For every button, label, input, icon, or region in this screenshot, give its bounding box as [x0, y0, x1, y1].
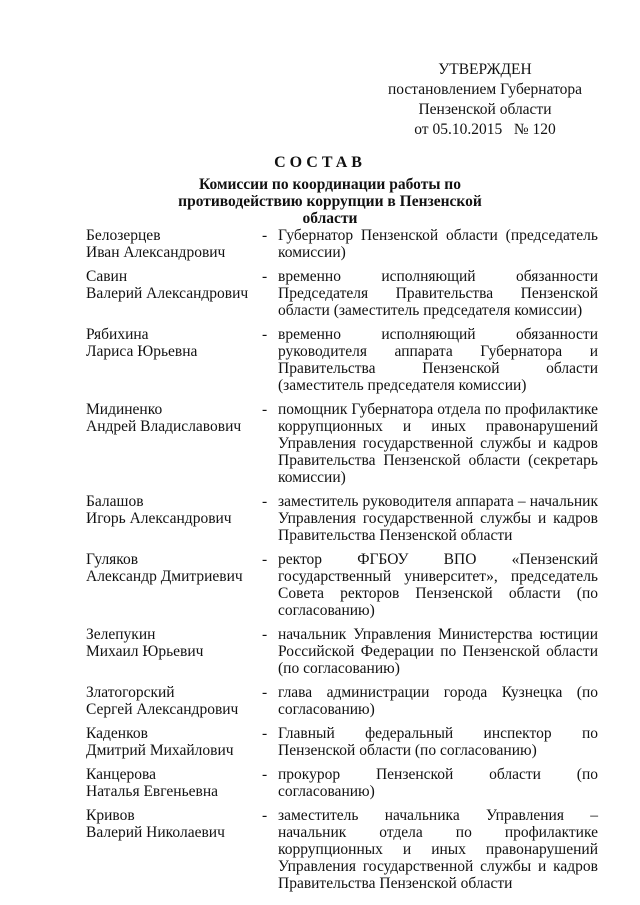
member-name	[86, 268, 262, 319]
member-role: ректор ФГБОУ ВПО «Пензенский государственный университет», председатель Совета ректоров Пензенской области (по согласованию)	[278, 551, 598, 619]
document-title: СОСТАВ	[274, 154, 366, 171]
member-surname: Златогорский	[86, 684, 175, 701]
member-dash: -	[262, 807, 268, 824]
approval-date-number: от 05.10.2015 № 120	[414, 121, 556, 138]
members-list	[86, 227, 598, 892]
member-name	[86, 227, 262, 261]
member-given-names: Лариса Юрьевна	[86, 343, 198, 360]
member-surname: Рябихина	[86, 326, 149, 343]
member-name	[86, 684, 262, 718]
member-role: временно исполняющий обязанности руководителя аппарата Губернатора и Правительства Пензенской области (заместитель председателя комиссии)	[278, 326, 598, 394]
member-surname: Савин	[86, 268, 128, 285]
member-given-names: Игорь Александрович	[86, 510, 232, 527]
member-surname: Гуляков	[86, 551, 139, 568]
member-dash: -	[262, 626, 268, 643]
member-role: заместитель начальника Управления – начальник отдела по профилактике коррупционных и иных правонарушений Управления государственной службы и кадров Правительства Пензенской области	[278, 807, 598, 892]
member-role: временно исполняющий обязанности Председателя Правительства Пензенской области (заместитель председателя комиссии)	[278, 268, 598, 319]
member-name	[86, 326, 262, 394]
member-dash: -	[262, 725, 268, 742]
member-dash: -	[262, 551, 268, 568]
member-dash: -	[262, 227, 268, 244]
member-row	[86, 268, 598, 319]
member-name	[86, 807, 262, 892]
member-surname: Белозерцев	[86, 227, 161, 244]
member-row	[86, 401, 598, 486]
member-name	[86, 766, 262, 800]
member-given-names: Иван Александрович	[86, 244, 226, 261]
member-row	[86, 626, 598, 677]
member-row	[86, 766, 598, 800]
member-surname: Мидиненко	[86, 401, 163, 418]
member-given-names: Валерий Николаевич	[86, 824, 225, 841]
approval-block	[380, 60, 590, 140]
member-row	[86, 725, 598, 759]
member-dash: -	[262, 268, 268, 285]
member-name	[86, 401, 262, 486]
approval-title: УТВЕРЖДЕН	[438, 61, 532, 78]
member-surname: Канцерова	[86, 766, 156, 783]
member-row	[86, 551, 598, 619]
member-row	[86, 493, 598, 544]
member-dash: -	[262, 326, 268, 343]
member-role: прокурор Пензенской области (по согласованию)	[278, 766, 598, 800]
approval-region: Пензенской области	[418, 101, 552, 118]
member-row	[86, 684, 598, 718]
member-surname: Кривов	[86, 807, 135, 824]
member-given-names: Михаил Юрьевич	[86, 643, 204, 660]
member-dash: -	[262, 766, 268, 783]
member-role: помощник Губернатора отдела по профилактике коррупционных и иных правонарушений Управления государственной службы и кадров Правительства Пензенской области (секретарь комиссии)	[278, 401, 598, 486]
member-role: Губернатор Пензенской области (председатель комиссии)	[278, 227, 598, 261]
member-row	[86, 326, 598, 394]
member-dash: -	[262, 493, 268, 510]
member-surname: Зелепукин	[86, 626, 156, 643]
approval-act: постановлением Губернатора	[387, 81, 583, 98]
member-name	[86, 626, 262, 677]
member-name	[86, 551, 262, 619]
member-name	[86, 725, 262, 759]
member-dash: -	[262, 401, 268, 418]
member-given-names: Андрей Владиславович	[86, 418, 242, 435]
member-role: заместитель руководителя аппарата – начальник Управления государственной службы и кадров Правительства Пензенской области	[278, 493, 598, 544]
member-given-names: Сергей Александрович	[86, 701, 239, 718]
member-row	[86, 807, 598, 892]
member-dash: -	[262, 684, 268, 701]
member-given-names: Дмитрий Михайлович	[86, 742, 234, 759]
member-name	[86, 493, 262, 544]
member-surname: Каденков	[86, 725, 148, 742]
member-role: начальник Управления Министерства юстиции Российской Федерации по Пензенской области (по согласованию)	[278, 626, 598, 677]
member-given-names: Александр Дмитриевич	[86, 568, 243, 585]
member-given-names: Валерий Александрович	[86, 285, 249, 302]
member-surname: Балашов	[86, 493, 144, 510]
member-role: глава администрации города Кузнецка (по согласованию)	[278, 684, 598, 718]
member-given-names: Наталья Евгеньевна	[86, 783, 219, 800]
document-subtitle: Комиссии по координации работы по противодействию коррупции в Пензенской области	[178, 176, 482, 227]
member-role: Главный федеральный инспектор по Пензенской области (по согласованию)	[278, 725, 598, 759]
member-row	[86, 227, 598, 261]
